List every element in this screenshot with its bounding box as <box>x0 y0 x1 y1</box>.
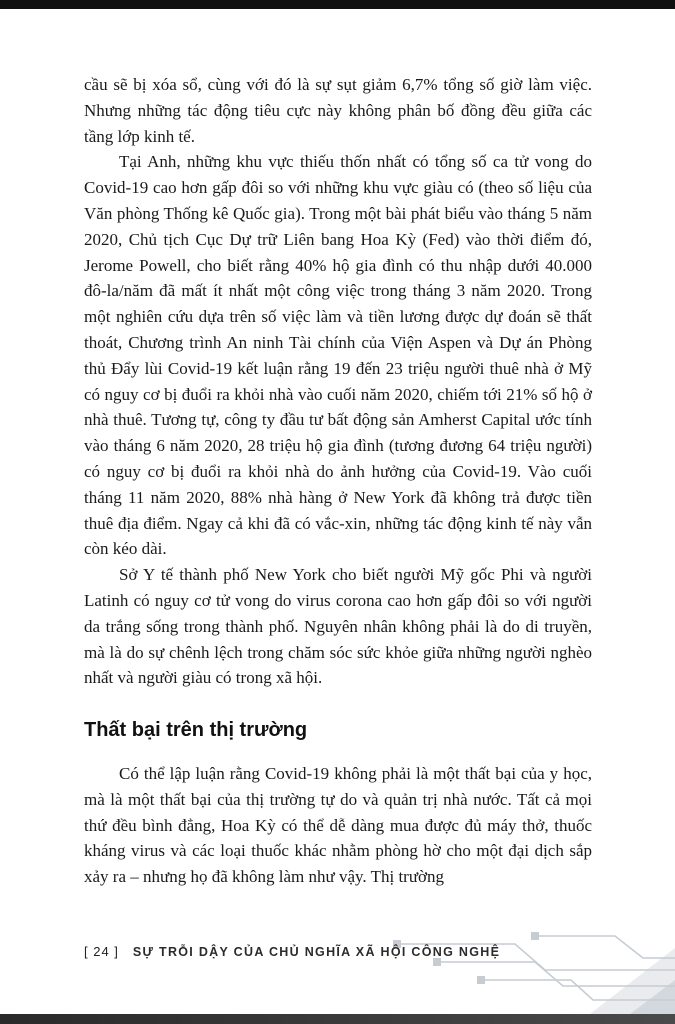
paragraph: Có thể lập luận rằng Covid-19 không phải là một thất bại của y học, mà là một thất bại của thị trường tự do và quản trị nhà nước. Tất cả mọi thứ đều bình đẳng, Hoa Kỳ có thể dễ dàng mua được đủ máy thở, thuốc kháng virus và các loại thuốc khác nhằm phòng hờ cho một đại dịch sắp xảy ra – nhưng họ đã không làm như vậy. Thị trường <box>84 763 592 887</box>
book-title: SỰ TRỖI DẬY CỦA CHỦ NGHĨA XÃ HỘI CÔNG NGHỆ <box>132 944 501 959</box>
paragraph: Sở Y tế thành phố New York cho biết người Mỹ gốc Phi và người Latinh có nguy cơ tử vong do virus corona cao hơn gấp đôi so với người da trắng sống trong thành phố. Nguyên nhân không phải là do di truyền, mà là do sự chênh lệch trong chăm sóc sức khỏe giữa những người nghèo nhất và người giàu có trong xã hội. <box>84 565 592 688</box>
paragraph: cầu sẽ bị xóa sổ, cùng với đó là sự sụt giảm 6,7% tổng số giờ làm việc. Nhưng những tác động tiêu cực này không phân bố đồng đều giữa các tầng lớp kinh tế. <box>84 75 592 146</box>
section-heading: Thất bại trên thị trường <box>84 719 308 742</box>
page-body-text <box>84 72 592 890</box>
page-footer <box>84 944 500 959</box>
circuit-decoration-icon <box>385 928 675 1014</box>
top-black-bar <box>0 0 675 9</box>
paragraph: Tại Anh, những khu vực thiếu thốn nhất có tổng số ca tử vong do Covid-19 cao hơn gấp đôi so với những khu vực giàu có (theo số liệu của Văn phòng Thống kê Quốc gia). Trong một bài phát biểu vào tháng 5 năm 2020, Chủ tịch Cục Dự trữ Liên bang Hoa Kỳ (Fed) vào thời điểm đó, Jerome Powell, cho biết rằng 40% hộ gia đình có thu nhập dưới 40.000 đô-la/năm đã mất ít nhất một công việc trong tháng 3 năm 2020. Trong một nghiên cứu dựa trên số việc làm và tiền lương được dự đoán sẽ thất thoát, Chương trình An ninh Tài chính của Viện Aspen và Dự án Phòng thủ Đẩy lùi Covid-19 kết luận rằng 19 đến 23 triệu người thuê nhà ở Mỹ có nguy cơ bị đuổi ra khỏi nhà vào cuối năm 2020, chiếm tới 21% số hộ ở nhà thuê. Tương tự, công ty đầu tư bất động sản Amherst Capital ước tính vào tháng 6 năm 2020, 28 triệu hộ gia đình (tương đương 64 triệu người) có nguy cơ bị đuổi ra khỏi nhà do ảnh hưởng của Covid-19. Vào cuối tháng 11 năm 2020, 88% nhà hàng ở New York đã không trả được tiền thuê địa điểm. Ngay cả khi đã có vắc-xin, những tác động kinh tế này vẫn còn kéo dài. <box>84 152 592 559</box>
page-number: [ 24 ] <box>84 944 119 959</box>
bottom-dark-bar <box>0 1014 675 1024</box>
